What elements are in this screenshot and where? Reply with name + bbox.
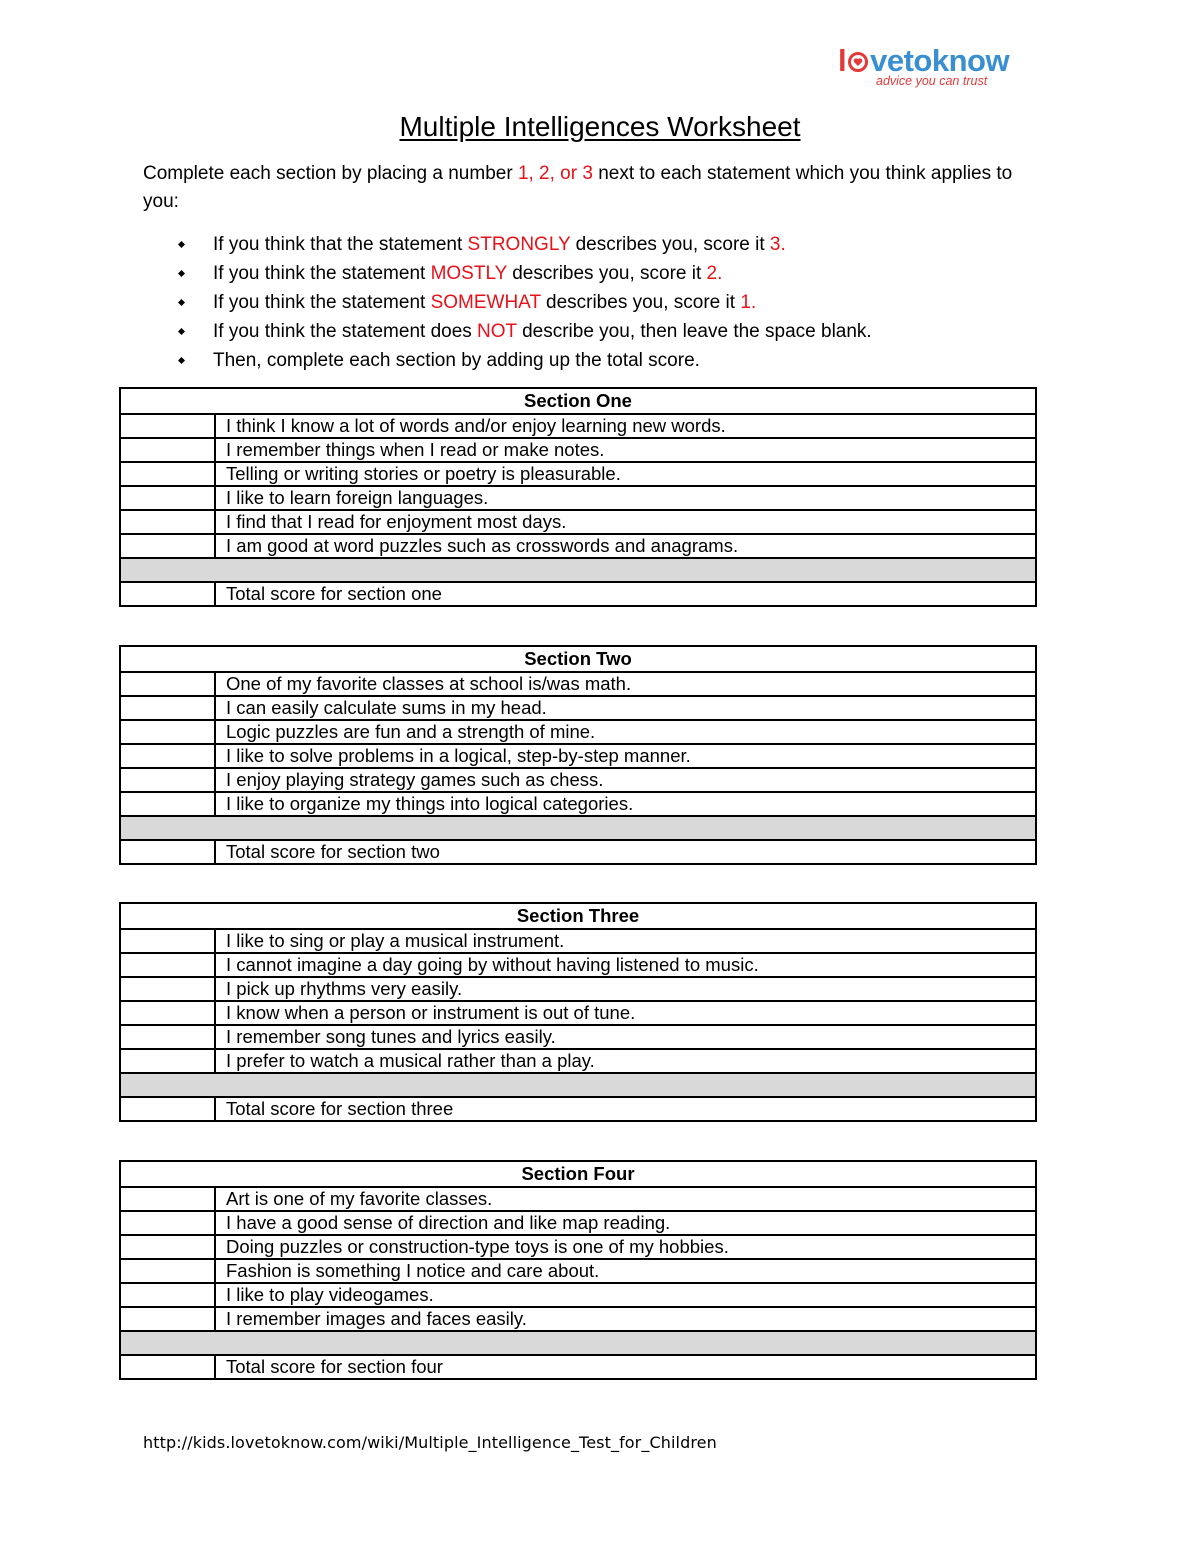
spacer-cell — [120, 1073, 1036, 1097]
instruction-after: describes you, score it — [506, 263, 707, 284]
statement-row — [120, 462, 1036, 486]
instruction-after: describes you, score it — [540, 292, 741, 313]
statement-row — [120, 744, 1036, 768]
spacer-cell — [120, 816, 1036, 840]
instruction-highlight: NOT — [477, 321, 517, 342]
instruction-score: 1. — [740, 292, 757, 313]
score-cell[interactable] — [120, 768, 215, 792]
statement-row — [120, 720, 1036, 744]
score-cell[interactable] — [120, 534, 215, 558]
statement-row — [120, 486, 1036, 510]
instruction-item — [178, 259, 872, 288]
total-label: Total score for section four — [215, 1355, 1036, 1379]
statement-text: I like to sing or play a musical instrument. — [215, 929, 1036, 953]
statement-text: I am good at word puzzles such as crosswords and anagrams. — [215, 534, 1036, 558]
statement-text: I like to solve problems in a logical, step-by-step manner. — [215, 744, 1036, 768]
statement-row — [120, 1001, 1036, 1025]
logo-wordmark: l vetoknow — [838, 43, 1010, 78]
statement-row — [120, 1283, 1036, 1307]
spacer-cell — [120, 558, 1036, 582]
instruction-before: If you think the statement — [213, 292, 431, 313]
statement-text: I like to organize my things into logical categories. — [215, 792, 1036, 816]
statement-row — [120, 534, 1036, 558]
section-heading: Section Three — [120, 903, 1036, 929]
section-table — [119, 902, 1037, 1122]
score-cell[interactable] — [120, 1001, 215, 1025]
instruction-score: 3. — [769, 234, 786, 255]
section-table — [119, 387, 1037, 607]
statement-text: I know when a person or instrument is out of tune. — [215, 1001, 1036, 1025]
intro-text-end: next to each statement which you think applies to you: — [143, 163, 1013, 212]
statement-row — [120, 1049, 1036, 1073]
score-cell[interactable] — [120, 1307, 215, 1331]
instruction-item — [178, 230, 872, 259]
page-title: Multiple Intelligences Worksheet — [399, 111, 801, 142]
score-cell[interactable] — [120, 1025, 215, 1049]
statement-text: One of my favorite classes at school is/was math. — [215, 672, 1036, 696]
lovetoknow-logo — [838, 44, 1038, 92]
statement-text: I can easily calculate sums in my head. — [215, 696, 1036, 720]
score-cell[interactable] — [120, 744, 215, 768]
instruction-highlight: MOSTLY — [430, 263, 507, 284]
heart-icon — [847, 46, 869, 68]
score-cell[interactable] — [120, 510, 215, 534]
bullet-diamond-icon — [178, 270, 185, 277]
statement-row — [120, 438, 1036, 462]
score-cell[interactable] — [120, 672, 215, 696]
bullet-diamond-icon — [178, 241, 185, 248]
instructions-list — [178, 230, 872, 375]
section-table — [119, 645, 1037, 865]
spacer-cell — [120, 1331, 1036, 1355]
logo-tagline: advice you can trust — [876, 74, 988, 88]
statement-text: Doing puzzles or construction-type toys is one of my hobbies. — [215, 1235, 1036, 1259]
total-row — [120, 840, 1036, 864]
instruction-after: describes you, score it — [570, 234, 770, 255]
score-cell[interactable] — [120, 1211, 215, 1235]
statement-row — [120, 672, 1036, 696]
spacer-row — [120, 816, 1036, 840]
statement-text: I pick up rhythms very easily. — [215, 977, 1036, 1001]
score-cell[interactable] — [120, 1235, 215, 1259]
total-row — [120, 1097, 1036, 1121]
spacer-row — [120, 1331, 1036, 1355]
statement-text: I like to learn foreign languages. — [215, 486, 1036, 510]
score-cell[interactable] — [120, 462, 215, 486]
statement-text: Telling or writing stories or poetry is pleasurable. — [215, 462, 1036, 486]
bullet-diamond-icon — [178, 328, 185, 335]
score-cell[interactable] — [120, 1283, 215, 1307]
statement-text: I have a good sense of direction and like map reading. — [215, 1211, 1036, 1235]
statement-text: I remember song tunes and lyrics easily. — [215, 1025, 1036, 1049]
total-row — [120, 582, 1036, 606]
statement-text: Fashion is something I notice and care about. — [215, 1259, 1036, 1283]
score-cell[interactable] — [120, 1259, 215, 1283]
instruction-before: If you think the statement does — [213, 321, 478, 342]
instruction-before: If you think the statement — [213, 263, 431, 284]
statement-row — [120, 1187, 1036, 1211]
statement-text: I like to play videogames. — [215, 1283, 1036, 1307]
statement-row — [120, 792, 1036, 816]
section-table — [119, 1160, 1037, 1380]
total-label: Total score for section two — [215, 840, 1036, 864]
statement-row — [120, 1025, 1036, 1049]
statement-row — [120, 1235, 1036, 1259]
statement-text: I find that I read for enjoyment most days. — [215, 510, 1036, 534]
section-heading: Section Two — [120, 646, 1036, 672]
statement-text: I remember things when I read or make notes. — [215, 438, 1036, 462]
statement-text: I cannot imagine a day going by without having listened to music. — [215, 953, 1036, 977]
bullet-diamond-icon — [178, 357, 185, 364]
total-score-cell[interactable] — [120, 840, 215, 864]
total-score-cell[interactable] — [120, 1355, 215, 1379]
spacer-row — [120, 1073, 1036, 1097]
statement-text: Art is one of my favorite classes. — [215, 1187, 1036, 1211]
spacer-row — [120, 558, 1036, 582]
total-label: Total score for section one — [215, 582, 1036, 606]
score-cell[interactable] — [120, 414, 215, 438]
statement-text: I prefer to watch a musical rather than a play. — [215, 1049, 1036, 1073]
instruction-after: describe you, then leave the space blank. — [516, 321, 872, 342]
statement-row — [120, 696, 1036, 720]
total-row — [120, 1355, 1036, 1379]
statement-text: I remember images and faces easily. — [215, 1307, 1036, 1331]
section-heading: Section Four — [120, 1161, 1036, 1187]
score-cell[interactable] — [120, 953, 215, 977]
instruction-item — [178, 346, 872, 375]
statement-row — [120, 414, 1036, 438]
instruction-highlight: SOMEWHAT — [430, 292, 541, 313]
score-cell[interactable] — [120, 486, 215, 510]
instruction-before: If you think that the statement — [213, 234, 468, 255]
statement-row — [120, 1211, 1036, 1235]
statement-text: I enjoy playing strategy games such as chess. — [215, 768, 1036, 792]
instructions-intro — [143, 160, 1043, 216]
total-score-cell[interactable] — [120, 1097, 215, 1121]
instruction-before: Then, complete each section by adding up the total score. — [213, 350, 700, 371]
score-cell[interactable] — [120, 696, 215, 720]
statement-row — [120, 1259, 1036, 1283]
section-heading: Section One — [120, 388, 1036, 414]
total-label: Total score for section three — [215, 1097, 1036, 1121]
score-cell[interactable] — [120, 438, 215, 462]
statement-row — [120, 953, 1036, 977]
statement-row — [120, 977, 1036, 1001]
statement-row — [120, 768, 1036, 792]
instruction-item — [178, 288, 872, 317]
instruction-score: 2. — [706, 263, 723, 284]
total-score-cell[interactable] — [120, 582, 215, 606]
score-cell[interactable] — [120, 792, 215, 816]
score-cell[interactable] — [120, 977, 215, 1001]
statement-row — [120, 1307, 1036, 1331]
statement-text: Logic puzzles are fun and a strength of mine. — [215, 720, 1036, 744]
bullet-diamond-icon — [178, 299, 185, 306]
score-cell[interactable] — [120, 929, 215, 953]
score-cell[interactable] — [120, 1187, 215, 1211]
instruction-item — [178, 317, 872, 346]
score-cell[interactable] — [120, 720, 215, 744]
footer-url[interactable]: http://kids.lovetoknow.com/wiki/Multiple_Intelligence_Test_for_Children — [143, 1433, 717, 1452]
score-cell[interactable] — [120, 1049, 215, 1073]
intro-numbers: 1, 2, or 3 — [517, 163, 593, 184]
instruction-highlight: STRONGLY — [467, 234, 571, 255]
statement-row — [120, 510, 1036, 534]
intro-text: Complete each section by placing a number — [143, 163, 518, 184]
statement-text: I think I know a lot of words and/or enjoy learning new words. — [215, 414, 1036, 438]
statement-row — [120, 929, 1036, 953]
